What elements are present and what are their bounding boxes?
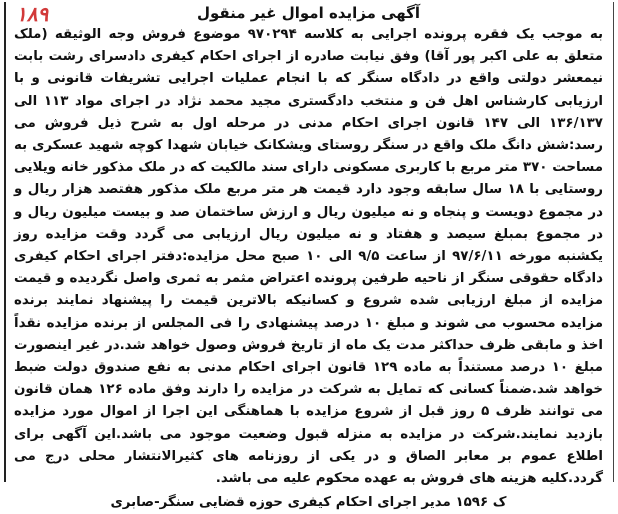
notice-signature: ک ۱۵۹۶ مدیر اجرای احکام کیفری حوزه قضایی سنگر-صابری [110,495,507,511]
notice-title: آگهی مزایده اموال غیر منقول [196,4,421,22]
handwritten-stamp-mark: ۱۸۹ [16,2,49,26]
notice-clipping [4,2,614,511]
notice-body: به موجب یک فقره پرونده اجرایی به کلاسه ۹۷۰۲۹۴ موضوع فروش وجه الوثیقه (ملک متعلق به علی اکبر پور آقا) وفق نیابت صادره از اجرای احکام کیفری دادسرای رشت بابت نیمعشر دولتی واقع در دادگاه سنگر که با انجام عملیات اجرایی تشریفات قانونی و با ارزیابی کارشناس اهل فن و منتخب دادگستری مجید محمد نژاد در اجرای مواد ۱۱۳ الی ۱۳۶/۱۳۷ الی ۱۴۷ قانون اجرای احکام مدنی در مرحله اول به شرح ذیل فروش می رسد:شش دانگ ملک واقع در سنگر روستای ویشکانک خیابان شهدا کوچه شهید عسکری به مساحت ۳۷۰ متر مربع با کاربری مسکونی دارای سند مالکیت که در ملک مذکور خانه ویلایی روستایی با ۱۸ سال سابقه وجود دارد قیمت هر متر مربع ملک مذکور هفتصد هزار ریال و در مجموع دویست و پنجاه و نه میلیون ریال و ارزش ساختمان صد و بیست میلیون ریال و در مجموع بمبلغ سیصد و هفتاد و نه میلیون ریال ارزیابی می گردد وقت مزایده روز یکشنبه مورخه ۹۷/۶/۱۱ از ساعت ۹/۵ الی ۱۰ صبح محل مزایده:دفتر اجرای احکام کیفری دادگاه حقوقی سنگر از ناحیه طرفین پرونده اعتراض مثمر به ثمری واصل نگردیده و قیمت مزایده از مبلغ ارزیابی شده شروع و کسانیکه بالاترین قیمت را پیشنهاد نمایند برنده مزایده محسوب می شوند و مبلغ ۱۰ درصد پیشنهادی را فی المجلس از برنده مزایده نقداً اخذ و مابقی ظرف حداکثر مدت یک ماه از تاریخ فروش وصول خواهد شد.در غیر اینصورت مبلغ ۱۰ درصد مستنداً به ماده ۱۲۹ قانون اجرای احکام مدنی به نفع صندوق دولت ضبط خواهد شد.ضمناً کسانی که تمایل به شرکت در مزایده را دارند وفق ماده ۱۲۶ همان قانون می توانند ظرف ۵ روز قبل از شروع مزایده با هماهنگی این اجرا از اموال مورد مزایده بازدید نمایند.شرکت در مزایده به منزله قبول وضعیت موجود می باشد.این آگهی برای اطلاع عموم بر معابر الصاق و در یکی از روزنامه های کثیرالانتشار محلی درج می گردد.کلیه هزینه های فروش به عهده محکوم علیه می باشد. [14,27,604,487]
